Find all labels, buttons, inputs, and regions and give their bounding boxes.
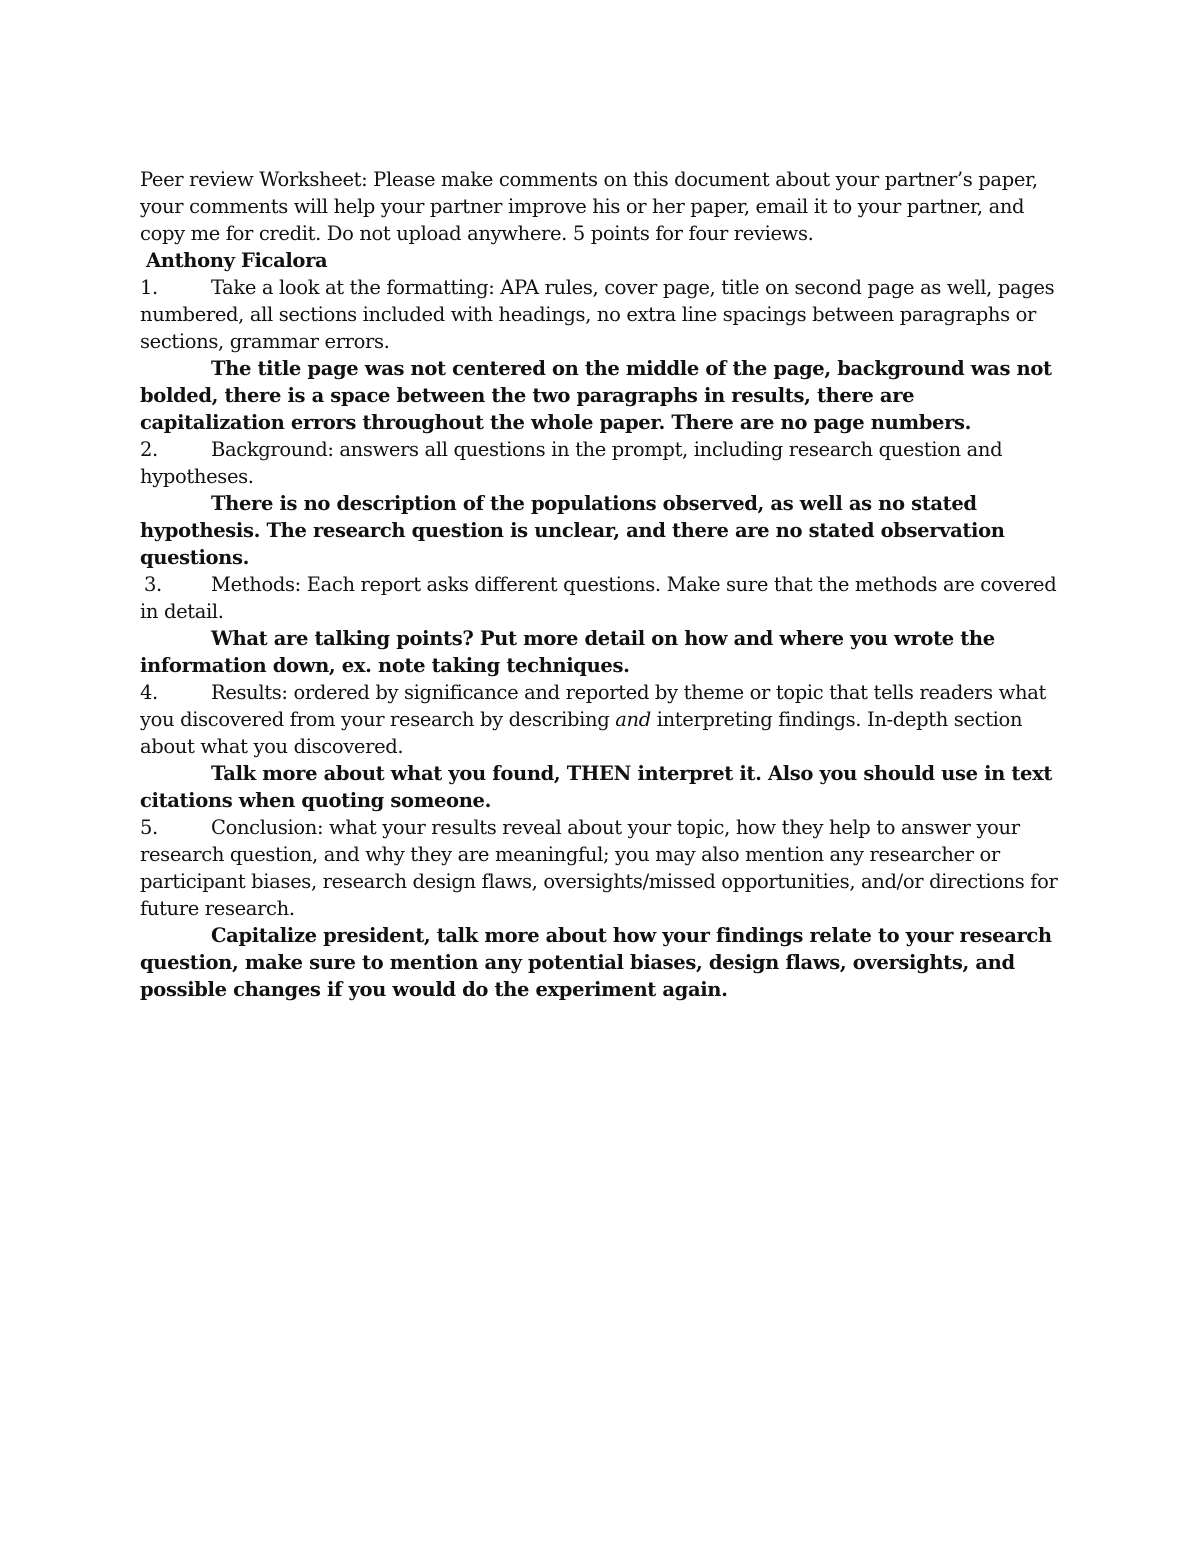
question-5: [140, 814, 1065, 922]
document-body: [140, 166, 1065, 1003]
instructions-paragraph: Peer review Worksheet: Please make comments on this document about your partner’s paper, your comments will help your partner improve his or her paper, email it to your partner, and copy me for credit. Do not upload anywhere. 5 points for four reviews.: [140, 168, 1038, 245]
question-number: 2.: [140, 438, 158, 461]
question-3: [140, 571, 1065, 625]
reviewer-comment-2: There is no description of the populations observed, as well as no stated hypothesis. The research question is unclear, and there are no stated observation questions.: [140, 492, 1005, 569]
question-2: [140, 436, 1065, 490]
reviewer-comment-1: The title page was not centered on the middle of the page, background was not bolded, there is a space between the two paragraphs in results, there are capitalization errors throughout the whole paper. There are no page numbers.: [140, 357, 1052, 434]
student-name: Anthony Ficalora: [146, 249, 328, 272]
question-number: 5.: [140, 816, 158, 839]
question-number: 4.: [140, 681, 158, 704]
question-number: 3.: [144, 573, 162, 596]
reviewer-comment-3: What are talking points? Put more detail on how and where you wrote the information down, ex. note taking techniques.: [140, 627, 995, 677]
question-prompt: Background: answers all questions in the prompt, including research question and hypotheses.: [140, 438, 1003, 488]
question-prompt-end: interpreting findings. In-depth section about what you discovered.: [140, 708, 1023, 758]
reviewer-comment-5: Capitalize president, talk more about how your findings relate to your research question, make sure to mention any potential biases, design flaws, oversights, and possible changes if you would do the experiment again.: [140, 924, 1052, 1001]
reviewer-comment-4: Talk more about what you found, THEN interpret it. Also you should use in text citations when quoting someone.: [140, 762, 1053, 812]
question-prompt: Conclusion: what your results reveal about your topic, how they help to answer your research question, and why they are meaningful; you may also mention any researcher or participant biases, research design flaws, oversights/missed opportunities, and/or directions for future research.: [140, 816, 1058, 920]
question-prompt: Take a look at the formatting: APA rules, cover page, title on second page as well, pages numbered, all sections included with headings, no extra line spacings between paragraphs or sections, grammar errors.: [140, 276, 1055, 353]
question-prompt-start: Results: ordered by significance and reported by theme or topic that tells readers what you discovered from your research by describing: [140, 681, 1046, 731]
question-1: [140, 274, 1065, 355]
question-prompt: Methods: Each report asks different questions. Make sure that the methods are covered in detail.: [140, 573, 1057, 623]
question-4: [140, 679, 1065, 760]
question-number: 1.: [140, 276, 158, 299]
question-prompt-emphasis: and: [615, 708, 651, 731]
